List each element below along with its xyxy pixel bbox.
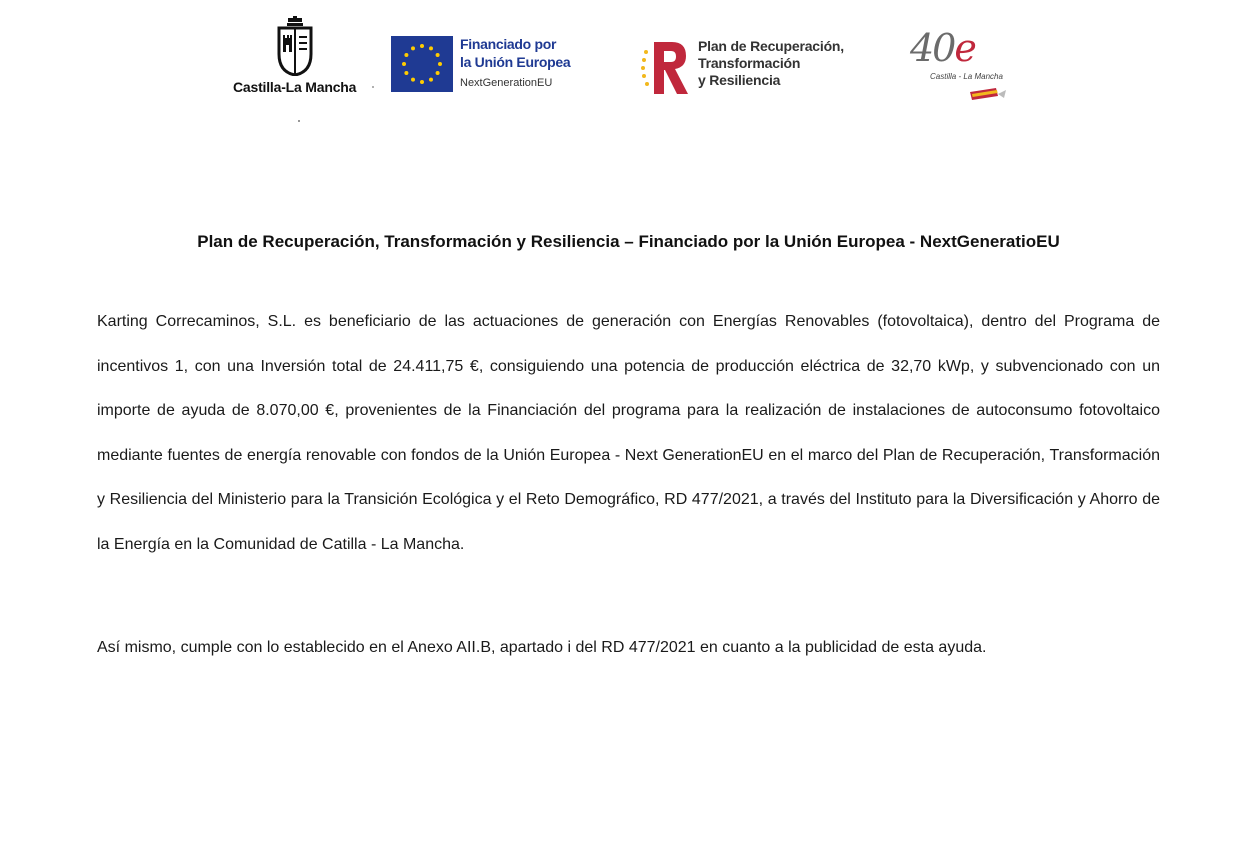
logo-header	[0, 0, 1252, 130]
forty-e-logo	[906, 24, 1026, 108]
recovery-plan-line1: Plan de Recuperación,	[698, 38, 844, 54]
document-body-paragraph: Karting Correcaminos, S.L. es beneficiario de las actuaciones de generación con Energías Renovables (fotovoltaica), dentro del Programa de incentivos 1, con una Inversión total de 24.411,75 €, consiguiendo una potencia de producción eléctrica de 32,70 kWp, y subvencionado con un importe de ayuda de 8.070,00 €, provenientes de la Financiación del programa para la realización de instalaciones de autoconsumo fotovoltaico mediante fuentes de energía renovable con fondos de la Unión Europea - Next GenerationEU en el marco del Plan de Recuperación, Transformación y Resiliencia del Ministerio para la Transición Ecológica y el Reto Demográfico, RD 477/2021, a través del Instituto para la Diversificación y Ahorro de la Energía en la Comunidad de Catilla - La Mancha.	[97, 313, 1160, 553]
eu-logo-line3: NextGenerationEU	[460, 77, 553, 89]
eu-flag-icon	[391, 36, 453, 92]
eu-funding-logo	[391, 36, 581, 94]
castle-crest-icon	[276, 16, 314, 76]
recovery-plan-line2: Transformación	[698, 55, 801, 71]
forty-e-subtitle: Castilla - La Mancha	[930, 72, 1003, 81]
decorative-dot	[298, 120, 300, 122]
document-footer-paragraph: Así mismo, cumple con lo establecido en el Anexo AII.B, apartado i del RD 477/2021 en cuanto a la publicidad de esta ayuda.	[97, 639, 987, 656]
forty-e-digits: 40	[910, 26, 955, 70]
castilla-la-mancha-name: Castilla-La Mancha	[233, 79, 357, 95]
eu-logo-line1: Financiado por	[460, 36, 557, 52]
recovery-plan-r-icon	[640, 38, 694, 96]
recovery-plan-line3: y Resiliencia	[698, 72, 781, 88]
forty-e-mark	[910, 26, 975, 70]
eu-logo-line2: la Unión Europea	[460, 54, 571, 70]
spain-flag-icon	[968, 84, 1008, 104]
forty-e-letter: e	[954, 26, 975, 70]
document-title: Plan de Recuperación, Transformación y Resiliencia – Financiado por la Unión Europea - NextGeneratioEU	[197, 232, 1060, 251]
decorative-dot	[372, 86, 374, 88]
castilla-la-mancha-logo	[226, 16, 366, 102]
recovery-plan-text	[698, 38, 844, 89]
recovery-plan-logo	[640, 36, 870, 100]
